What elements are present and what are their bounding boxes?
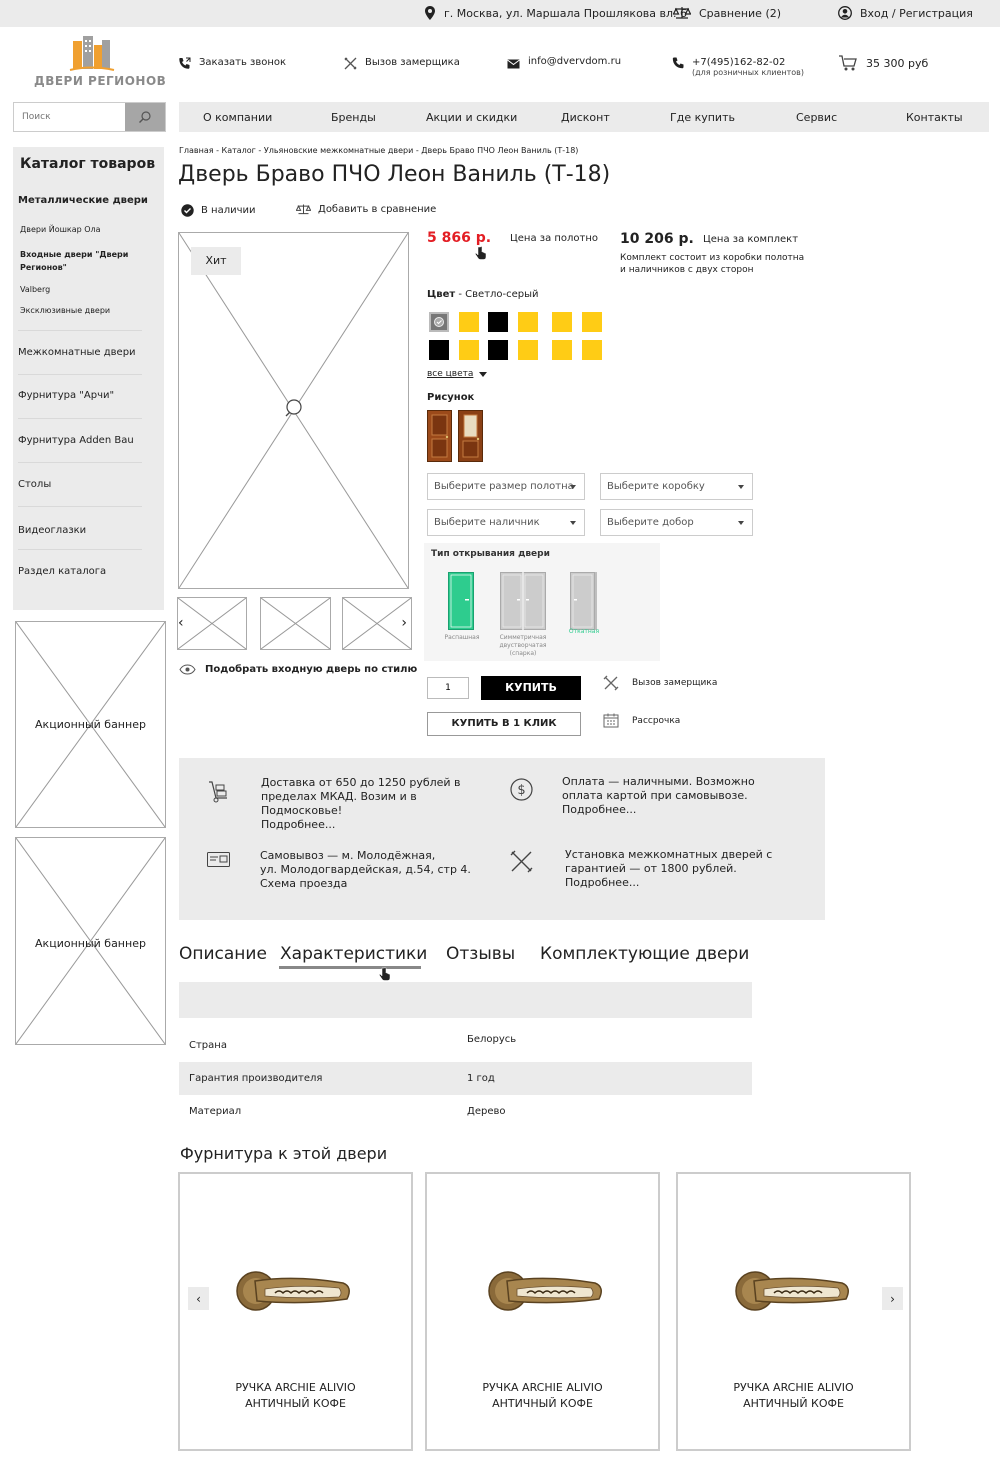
divider: [18, 549, 142, 550]
pick-style-link[interactable]: Подобрать входную дверь по стилю: [179, 664, 417, 675]
spec-label: Материал: [189, 1106, 242, 1117]
chevron-left-icon[interactable]: ‹: [178, 615, 184, 631]
delivery-text: Доставка от 650 до 1250 рублей в пределах МКАД. Возим и в Подмосковье! Подробнее...: [261, 776, 461, 831]
top-bar: [0, 0, 1000, 27]
search-icon: [138, 110, 152, 124]
nav-item-service[interactable]: Сервис: [796, 111, 838, 124]
door-pattern-option[interactable]: [427, 410, 452, 462]
cart-icon: [838, 54, 858, 72]
search-input[interactable]: [14, 103, 126, 131]
scales-icon: [296, 203, 311, 216]
login-link[interactable]: Вход / Регистрация: [838, 6, 973, 20]
pointer-cursor-icon: [379, 967, 391, 981]
active-tab-underline: [279, 966, 421, 969]
banner-label: Акционный баннер: [35, 937, 146, 950]
pattern-label: Рисунок: [427, 392, 475, 403]
spec-label: Страна: [189, 1040, 227, 1051]
tab-description[interactable]: Описание: [179, 944, 267, 964]
breadcrumb[interactable]: Главная - Каталог - Ульяновские межкомнатные двери - Дверь Браво ПЧО Леон Ваниль (Т-18): [179, 146, 579, 155]
payment-more-link[interactable]: Подробнее...: [562, 803, 637, 816]
sidebar-item-archie[interactable]: Фурнитура "Арчи": [18, 390, 115, 401]
door-handle-image: [235, 1269, 353, 1314]
specs-header-row: [179, 982, 752, 1018]
add-compare-link[interactable]: Добавить в сравнение: [296, 203, 436, 216]
phone-icon: [672, 57, 684, 69]
product-price: 5 866 р.: [427, 230, 492, 246]
divider: [18, 506, 142, 507]
user-circle-icon: [838, 6, 852, 20]
stock-status: В наличии: [181, 204, 256, 217]
price-label: Цена за полотно: [510, 233, 599, 244]
thumbnail[interactable]: [260, 597, 331, 650]
color-swatch[interactable]: [552, 340, 572, 360]
opening-type-caption: Откатная: [568, 628, 600, 635]
sidebar-item-catalog-section[interactable]: Раздел каталога: [18, 566, 107, 577]
color-swatch[interactable]: [488, 312, 508, 332]
logo-buildings-icon: [34, 36, 149, 74]
phone-link[interactable]: +7(495)162-82-02 (для розничных клиентов): [672, 57, 804, 77]
chevron-right-icon[interactable]: ›: [401, 615, 407, 631]
product-card[interactable]: [425, 1172, 660, 1451]
carousel-prev-button[interactable]: [188, 1287, 209, 1310]
phone-callback-icon: [178, 57, 191, 70]
scales-icon: [673, 6, 691, 20]
hit-badge: Хит: [191, 247, 241, 275]
main-nav: [179, 102, 989, 132]
chevron-right-icon: ›: [890, 1291, 895, 1306]
divider: [18, 418, 142, 419]
pickup-text: Самовывоз — м. Молодёжная, ул. Молодогвардейская, д.54, стр 4. Схема проезда: [260, 849, 471, 890]
color-swatch[interactable]: [518, 340, 538, 360]
pointer-cursor-icon: [475, 246, 487, 260]
sidebar-item-interior-doors[interactable]: Межкомнатные двери: [18, 347, 136, 358]
search-box: [13, 102, 166, 132]
buy-one-click-button[interactable]: КУПИТЬ В 1 КЛИК: [427, 712, 581, 736]
color-swatch[interactable]: [582, 340, 602, 360]
call-measurer-link[interactable]: Вызов замерщика: [603, 675, 717, 691]
chevron-left-icon: ‹: [196, 1291, 201, 1306]
spec-value: Белорусь: [467, 1034, 517, 1045]
promo-banner[interactable]: [15, 837, 166, 1045]
sidebar-section-metal-doors[interactable]: Металлические двери: [18, 195, 148, 206]
sidebar-item-adden-bau[interactable]: Фурнитура Adden Bau: [18, 435, 134, 446]
caret-down-icon: [479, 372, 487, 377]
box-select[interactable]: Выберите коробку: [600, 473, 753, 500]
nav-item-contacts[interactable]: Контакты: [906, 111, 963, 124]
logo-text: ДВЕРИ РЕГИОНОВ: [34, 74, 167, 88]
sidebar-item-peepholes[interactable]: Видеоглазки: [18, 525, 87, 536]
trim-select[interactable]: Выберите наличник: [427, 509, 585, 536]
tools-icon: [603, 675, 619, 691]
email-link[interactable]: info@dvervdom.ru: [507, 56, 621, 70]
size-select[interactable]: Выберите размер полотна: [427, 473, 585, 500]
install-text: Установка межкомнатных дверей с гарантией — от 1800 рублей. Подробнее...: [565, 848, 773, 889]
nav-item-about[interactable]: О компании: [203, 111, 273, 124]
double-door-icon[interactable]: [500, 572, 546, 630]
color-swatch[interactable]: [459, 340, 479, 360]
sidebar-item-tables[interactable]: Столы: [18, 479, 52, 490]
color-swatch[interactable]: [518, 312, 538, 332]
svg-text:$: $: [517, 783, 526, 798]
product-card[interactable]: [178, 1172, 413, 1451]
accessories-title: Фурнитура к этой двери: [180, 1144, 388, 1163]
sidebar-subitem-yoshkar-ola[interactable]: Двери Йошкар Ола: [20, 225, 101, 234]
spec-value: Дерево: [467, 1106, 506, 1117]
sidebar-subitem-region-doors[interactable]: Входные двери "Двери Регионов": [20, 250, 129, 272]
buy-button[interactable]: КУПИТЬ: [481, 676, 581, 700]
color-swatch[interactable]: [429, 340, 449, 360]
caret-down-icon: [738, 521, 744, 525]
promo-banner[interactable]: [15, 621, 166, 828]
hand-truck-icon: [207, 780, 229, 804]
extension-select[interactable]: Выберите добор: [600, 509, 753, 536]
nav-item-discount[interactable]: Дисконт: [561, 111, 610, 124]
sliding-door-icon[interactable]: [570, 572, 598, 630]
catalog-sidebar: [13, 147, 164, 610]
opening-type-caption: Симметричная двустворчатая (спарка): [499, 634, 547, 657]
tools-icon: [344, 57, 357, 70]
divider: [18, 330, 142, 331]
product-card[interactable]: [676, 1172, 911, 1451]
opening-type-caption: Распашная: [444, 634, 480, 641]
nav-item-sales[interactable]: Акции и скидки: [426, 111, 518, 124]
delivery-more-link[interactable]: Подробнее...: [261, 818, 336, 831]
page-title: Дверь Браво ПЧО Леон Ваниль (Т-18): [178, 162, 611, 187]
caret-down-icon: [570, 485, 576, 489]
id-card-icon: [207, 852, 230, 867]
eye-icon: [179, 664, 196, 675]
kit-price: 10 206 р.: [620, 231, 694, 247]
tab-components[interactable]: Комплектующие двери: [540, 944, 750, 964]
kit-price-label: Цена за комплект: [703, 234, 799, 245]
color-swatch[interactable]: [459, 312, 479, 332]
image-placeholder: [261, 598, 330, 649]
spec-value: 1 год: [467, 1073, 495, 1084]
delivery-info-block: [179, 758, 825, 920]
nav-item-brands[interactable]: Бренды: [331, 111, 376, 124]
divider: [18, 462, 142, 463]
calendar-icon: [603, 713, 619, 728]
quantity-input[interactable]: [427, 677, 469, 699]
color-label: Цвет - Светло-серый: [427, 289, 539, 300]
check-icon: [431, 314, 447, 330]
carousel-next-button[interactable]: [882, 1287, 903, 1310]
color-swatch-selected[interactable]: [429, 312, 449, 332]
caret-down-icon: [570, 521, 576, 525]
mail-icon: [507, 58, 520, 70]
compare-link[interactable]: Сравнение (2): [673, 6, 781, 20]
swing-door-icon[interactable]: [448, 572, 474, 630]
product-name: РУЧКА ARCHIE ALIVIO АНТИЧНЫЙ КОФЕ: [482, 1381, 603, 1410]
sidebar-subitem-exclusive[interactable]: Эксклюзивные двери: [20, 306, 111, 315]
installment-link[interactable]: Рассрочка: [603, 713, 680, 728]
door-pattern-option[interactable]: [458, 410, 483, 462]
banner-label: Акционный баннер: [35, 718, 146, 731]
caret-down-icon: [738, 485, 744, 489]
zoom-icon[interactable]: [284, 398, 304, 418]
location-pin-icon: [424, 6, 436, 20]
payment-text: Оплата — наличными. Возможно оплата картой при самовывозе. Подробнее...: [562, 775, 755, 816]
dollar-circle-icon: [510, 778, 533, 801]
kit-note: Комплект состоит из коробки полотна и наличников с двух сторон: [620, 253, 805, 275]
image-placeholder: [178, 598, 246, 649]
search-button[interactable]: [125, 103, 165, 131]
opening-type-label: Тип открывания двери: [431, 549, 550, 559]
tab-reviews[interactable]: Отзывы: [446, 944, 516, 964]
sidebar-subitem-valberg[interactable]: Valberg: [20, 285, 51, 294]
product-name: РУЧКА ARCHIE ALIVIO АНТИЧНЫЙ КОФЕ: [235, 1381, 356, 1410]
color-swatch[interactable]: [488, 340, 508, 360]
tab-characteristics[interactable]: Характеристики: [280, 944, 428, 964]
divider: [18, 374, 142, 375]
route-map-link[interactable]: Схема проезда: [260, 877, 348, 890]
cart-link[interactable]: 35 300 руб: [838, 54, 928, 72]
product-name: РУЧКА ARCHIE ALIVIO АНТИЧНЫЙ КОФЕ: [733, 1381, 854, 1410]
thumbnail[interactable]: [177, 597, 247, 650]
product-image[interactable]: [178, 232, 409, 589]
nav-item-where-to-buy[interactable]: Где купить: [670, 111, 735, 124]
opening-type-panel: [424, 543, 660, 661]
callback-link[interactable]: Заказать звонок: [178, 57, 286, 70]
check-circle-icon: [181, 204, 194, 217]
color-swatch[interactable]: [582, 312, 602, 332]
thumbnail[interactable]: [342, 597, 412, 650]
tools-icon: [510, 850, 533, 873]
spec-label: Гарантия производителя: [189, 1073, 323, 1084]
catalog-title: Каталог товаров: [20, 156, 156, 172]
color-swatch[interactable]: [552, 312, 572, 332]
measurer-link[interactable]: Вызов замерщика: [344, 57, 460, 70]
all-colors-link[interactable]: все цвета: [427, 369, 487, 379]
door-handle-image: [734, 1269, 852, 1314]
door-handle-image: [487, 1269, 605, 1314]
install-more-link[interactable]: Подробнее...: [565, 876, 640, 889]
address: г. Москва, ул. Маршала Прошлякова вл. 6: [424, 6, 687, 20]
logo[interactable]: [34, 36, 167, 91]
